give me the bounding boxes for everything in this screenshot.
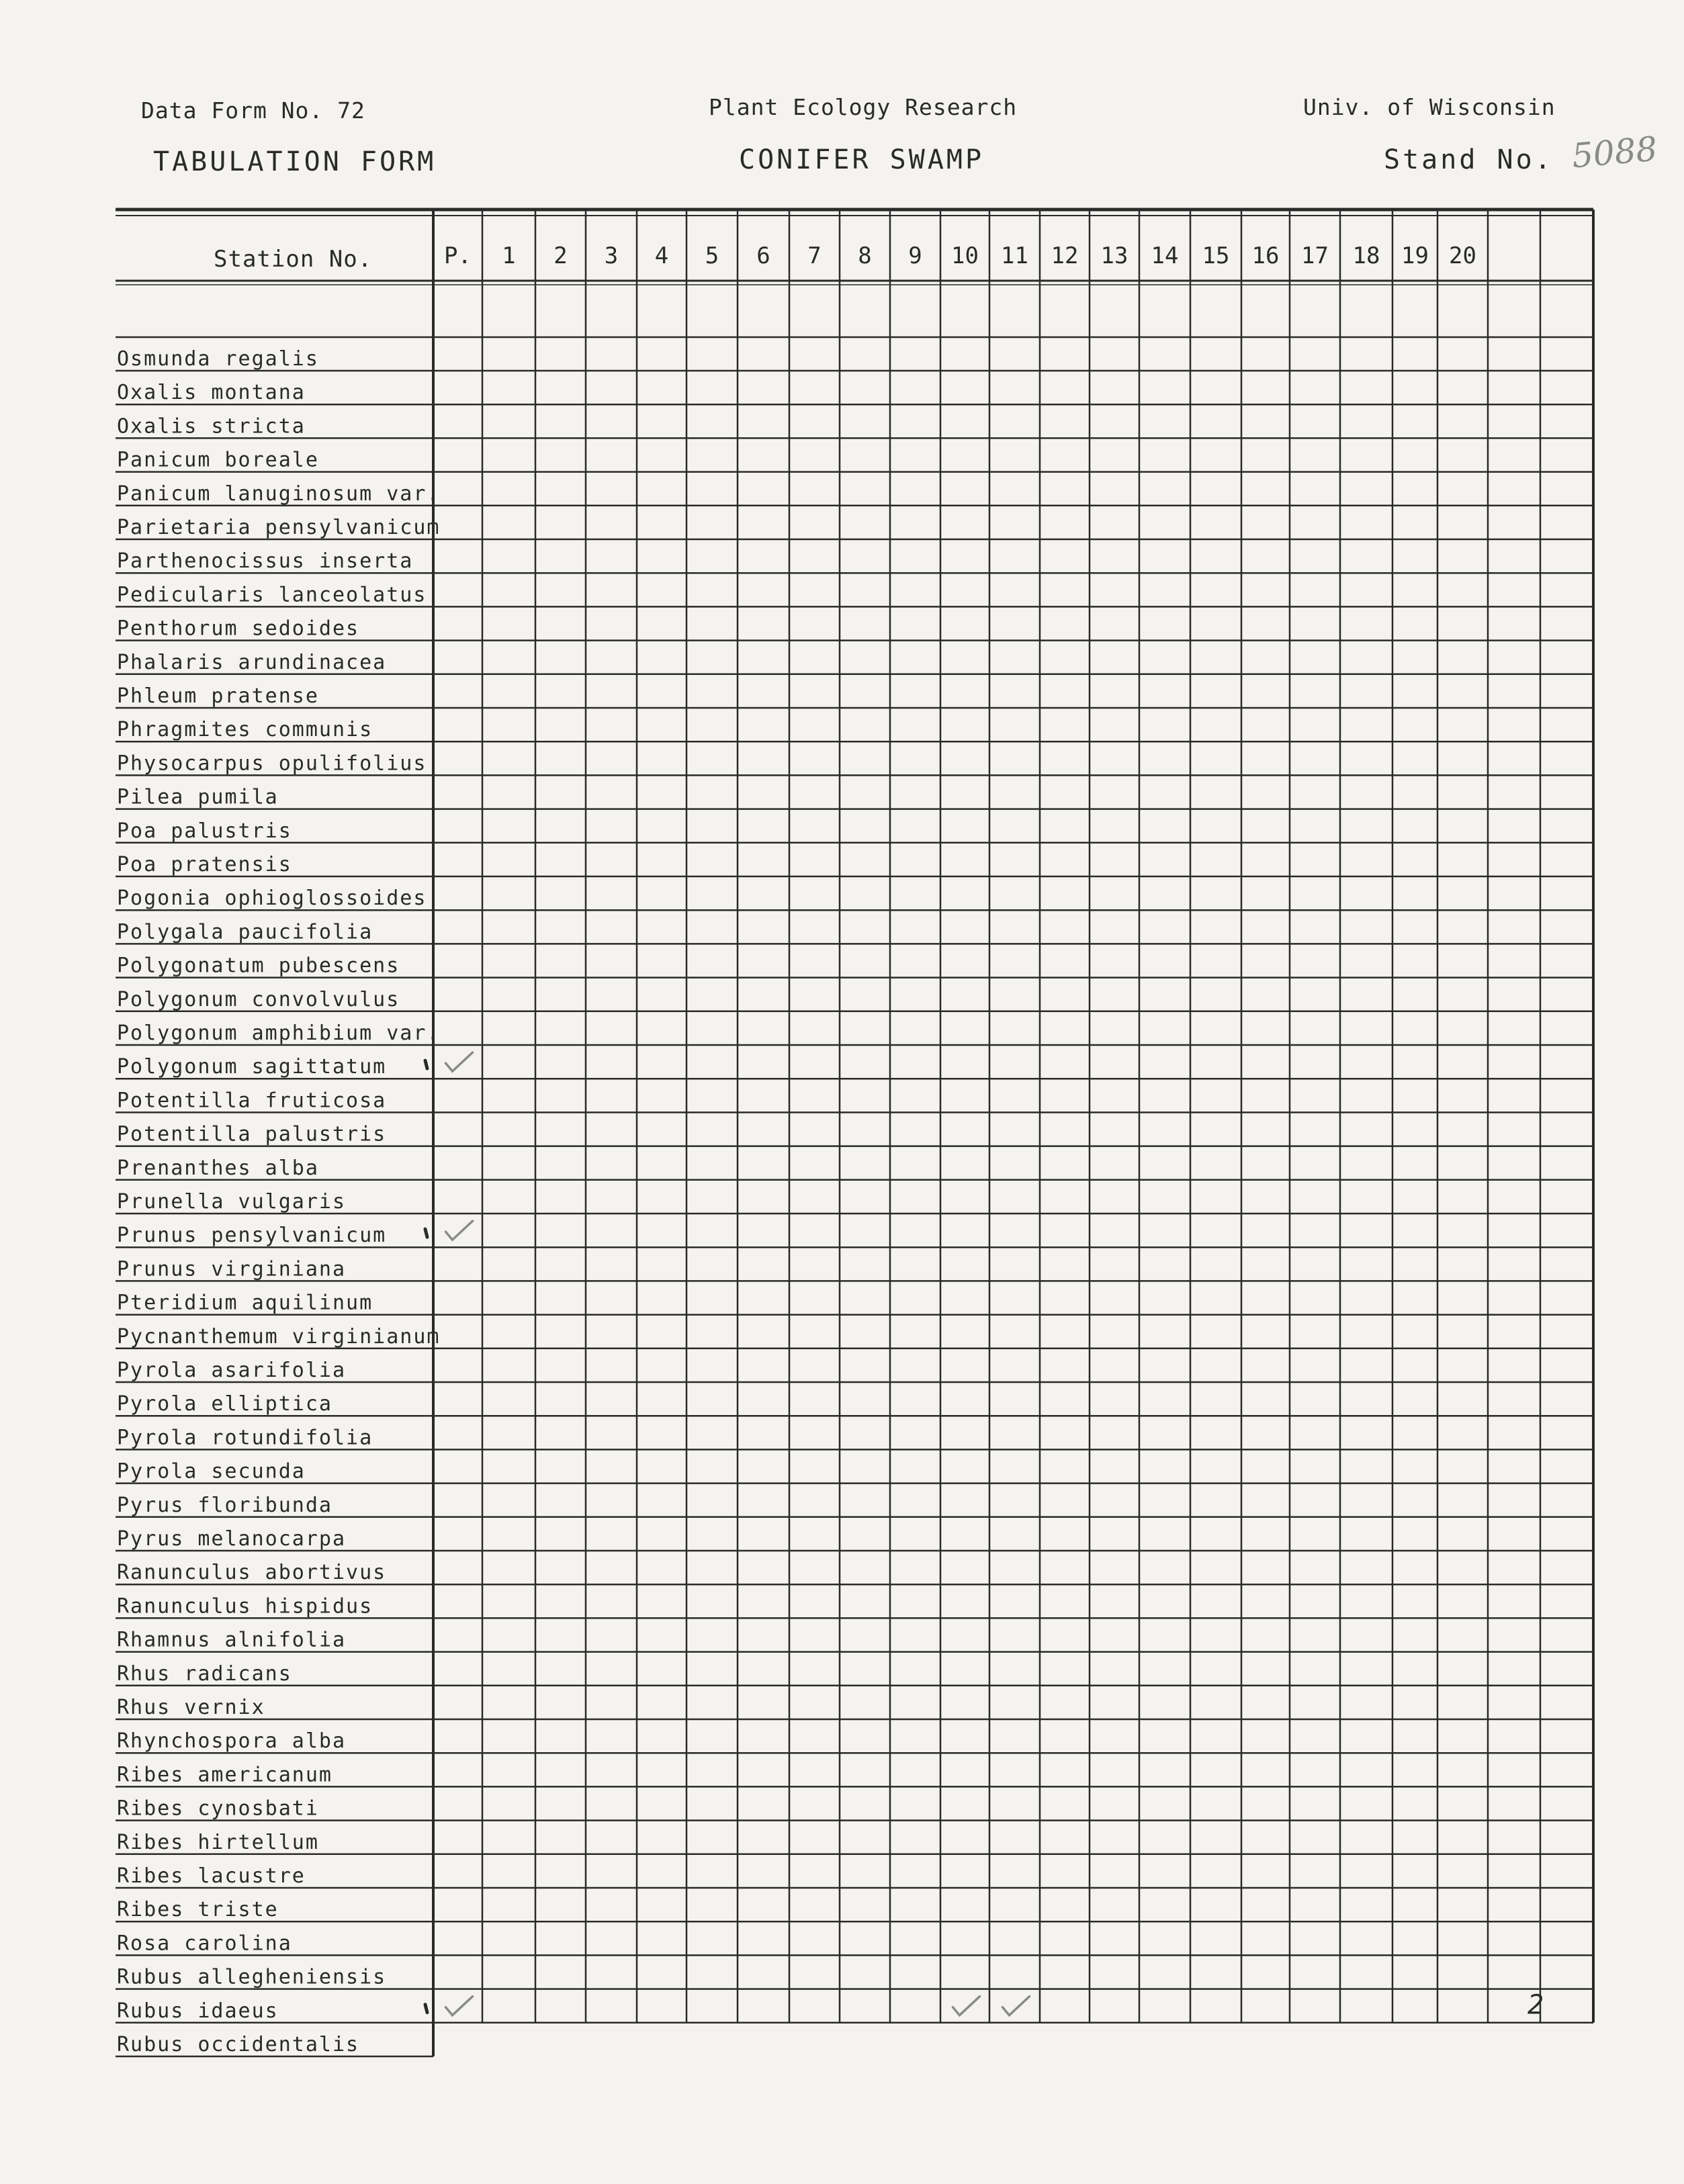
column-header-6: 6	[756, 242, 770, 269]
column-header-1: 1	[502, 242, 516, 269]
species-label: Pilea pumila	[117, 785, 279, 809]
community-title: CONIFER SWAMP	[739, 144, 985, 175]
species-label: Pedicularis lanceolatus	[117, 583, 427, 607]
stand-number: 5088	[1570, 129, 1659, 176]
column-header-17: 17	[1301, 242, 1329, 269]
column-header-19: 19	[1401, 242, 1429, 269]
column-header-P.: P.	[444, 242, 472, 269]
species-label: Prunus pensylvanicum	[117, 1224, 387, 1248]
species-label: Parthenocissus inserta	[117, 549, 414, 574]
red-tick-mark	[425, 1229, 427, 1237]
check-mark	[446, 1052, 473, 1071]
column-header-11: 11	[1001, 242, 1028, 269]
check-mark	[446, 1997, 473, 2015]
species-label: Ribes lacustre	[117, 1864, 306, 1888]
species-label: Rosa carolina	[117, 1931, 292, 1956]
species-label: Oxalis montana	[117, 381, 306, 405]
species-label: Pogonia ophioglossoides	[117, 886, 427, 911]
form-title: TABULATION FORM	[153, 146, 437, 177]
column-header-9: 9	[908, 242, 922, 269]
check-mark	[446, 1221, 473, 1240]
species-label: Ribes triste	[117, 1898, 279, 1922]
species-label: Phleum pratense	[117, 684, 319, 708]
species-label: Prunella vulgaris	[117, 1190, 347, 1214]
red-tick-mark	[425, 1060, 427, 1068]
column-header-5: 5	[705, 242, 719, 269]
species-label: Pyrus floribunda	[117, 1493, 333, 1517]
column-header-8: 8	[858, 242, 872, 269]
column-header-20: 20	[1449, 242, 1476, 269]
column-header-13: 13	[1100, 242, 1128, 269]
red-tick-mark	[425, 2005, 427, 2013]
stand-label: Stand No.	[1384, 144, 1554, 175]
column-header-15: 15	[1202, 242, 1230, 269]
species-label: Parietaria pensylvanicum	[117, 516, 441, 539]
species-label: Polygonum sagittatum	[117, 1055, 387, 1079]
species-label: Poa palustris	[117, 819, 292, 843]
species-label: Pyrola secunda	[117, 1459, 306, 1484]
species-label: Polygala paucifolia	[117, 920, 373, 944]
species-label: Pyrus melanocarpa	[117, 1527, 347, 1551]
species-label: Oxalis stricta	[117, 414, 306, 439]
column-header-10: 10	[951, 242, 979, 269]
column-header-4: 4	[654, 242, 669, 269]
species-label: Pycnanthemum virginianum	[117, 1324, 441, 1349]
species-label: Rubus allegheniensis	[117, 1965, 387, 1989]
species-label: Rhynchospora alba	[117, 1729, 347, 1754]
species-label: Prenanthes alba	[117, 1156, 319, 1180]
check-mark	[1003, 1997, 1030, 2015]
species-label: Pyrola rotundifolia	[117, 1426, 373, 1450]
species-label: Physocarpus opulifolius	[117, 752, 427, 776]
species-label: Ribes cynosbati	[117, 1796, 319, 1821]
column-header-16: 16	[1251, 242, 1280, 269]
university-name: Univ. of Wisconsin	[1303, 94, 1556, 120]
species-label: Panicum boreale	[117, 448, 319, 472]
species-label: Panicum lanuginosum var.	[117, 482, 441, 506]
column-header-2: 2	[553, 242, 568, 269]
species-label: Prunus virginiana	[117, 1257, 347, 1281]
species-label: Penthorum sedoides	[117, 617, 360, 641]
species-label: Potentilla palustris	[117, 1122, 387, 1146]
species-label: Rubus idaeus	[117, 1999, 279, 2023]
column-header-12: 12	[1051, 242, 1079, 269]
species-label: Polygonum amphibium var.	[117, 1021, 441, 1045]
column-header-7: 7	[807, 242, 822, 269]
species-label: Rhus radicans	[117, 1662, 292, 1686]
column-header-18: 18	[1352, 242, 1380, 269]
species-label: Rubus occidentalis	[117, 2033, 360, 2056]
species-label: Polygonatum pubescens	[117, 954, 400, 978]
station-header: Station No.	[214, 246, 373, 273]
species-label: Osmunda regalis	[117, 347, 319, 371]
column-header-3: 3	[604, 242, 619, 269]
species-label: Rhamnus alnifolia	[117, 1628, 347, 1652]
species-label: Polygonum convolvulus	[117, 987, 400, 1011]
species-label: Ranunculus abortivus	[117, 1561, 387, 1585]
species-label: Pyrola asarifolia	[117, 1359, 347, 1382]
handwritten-count: 2	[1527, 1989, 1544, 2021]
species-label: Pyrola elliptica	[117, 1392, 333, 1416]
column-header-14: 14	[1151, 242, 1179, 269]
species-label: Poa pratensis	[117, 853, 292, 876]
species-label: Ribes americanum	[117, 1763, 333, 1787]
species-label: Phragmites communis	[117, 718, 373, 742]
research-title: Plant Ecology Research	[709, 94, 1018, 120]
species-label: Phalaris arundinacea	[117, 650, 387, 674]
form-number: Data Form No. 72	[141, 97, 365, 124]
species-label: Pteridium aquilinum	[117, 1291, 373, 1315]
species-label: Ranunculus hispidus	[117, 1594, 373, 1619]
species-label: Rhus vernix	[117, 1696, 265, 1719]
check-mark	[953, 1997, 980, 2015]
species-label: Potentilla fruticosa	[117, 1089, 387, 1113]
species-label: Ribes hirtellum	[117, 1830, 319, 1854]
